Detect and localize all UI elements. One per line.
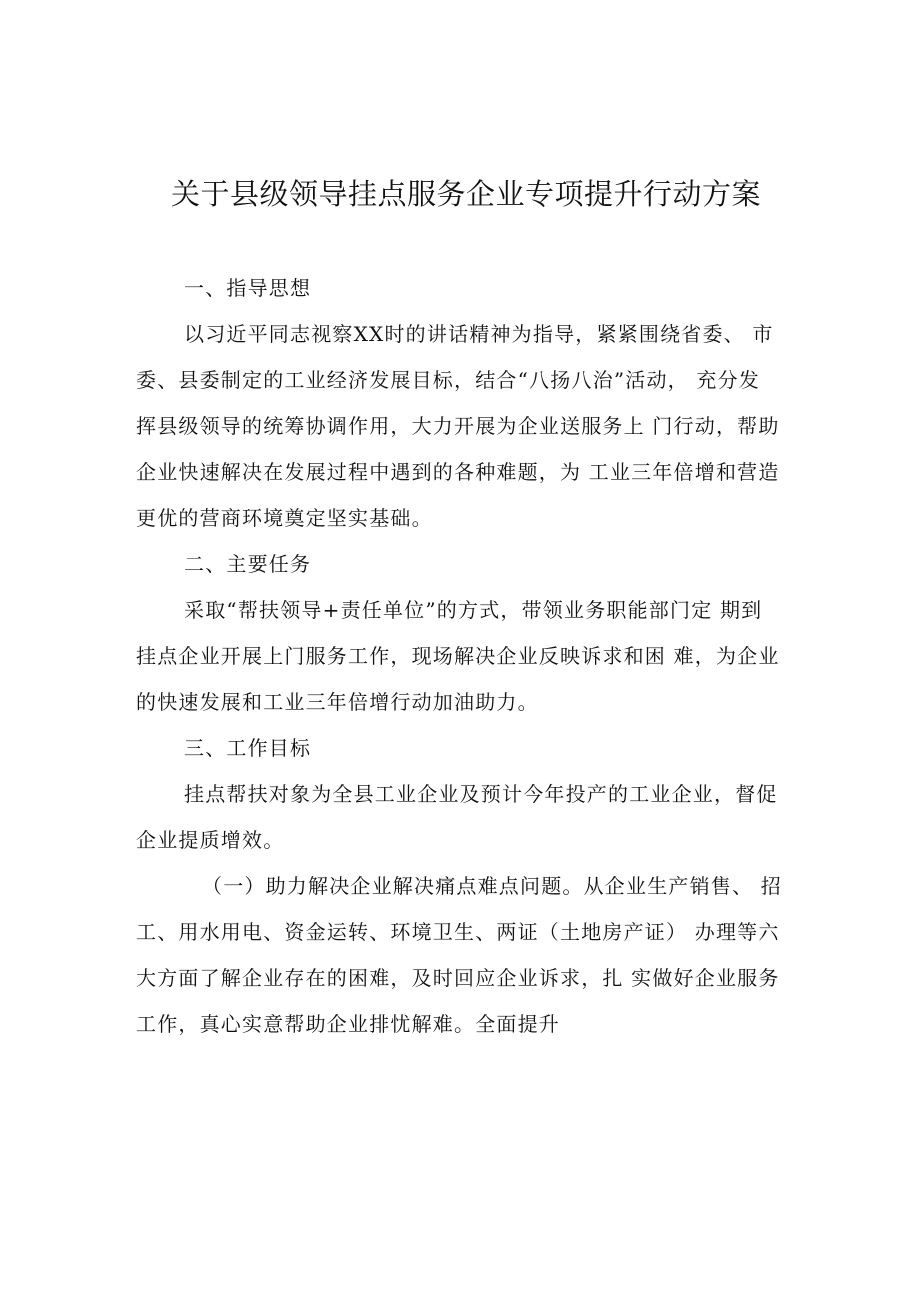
paragraph-line: 挂点帮扶对象为全县工业企业及预计今年投产的工业企业，督促	[184, 782, 778, 806]
paragraph-line: 企业快速解决在发展过程中遇到的各种难题，为 工业三年倍增和营造	[136, 460, 780, 484]
paragraph-line: 更优的营商环境奠定坚实基础。	[136, 506, 433, 530]
subsection-line: 工、用水用电、资金运转、环境卫生、两证（土地房产证） 办理等六	[136, 920, 780, 944]
section-heading-main-tasks: 二、主要任务	[184, 552, 312, 576]
subsection-line: 工作，真心实意帮助企业排忧解难。全面提升	[136, 1012, 560, 1036]
paragraph-line: 企业提质增效。	[136, 828, 285, 852]
subsection-line: 大方面了解企业存在的困难，及时回应企业诉求，扎 实做好企业服务	[136, 966, 780, 990]
paragraph-line: 委、县委制定的工业经济发展目标，结合“八扬八治”活动， 充分发	[136, 368, 761, 392]
paragraph-line: 以习近平同志视察XX时的讲话精神为指导，紧紧围绕省委、 市	[184, 322, 774, 346]
section-heading-guiding-ideology: 一、指导思想	[184, 276, 312, 300]
document-title: 关于县级领导挂点服务企业专项提升行动方案	[170, 177, 761, 211]
paragraph-line: 的快速发展和工业三年倍增行动加油助力。	[136, 690, 539, 714]
paragraph-line: 挥县级领导的统筹协调作用，大力开展为企业送服务上 门行动，帮助	[136, 414, 780, 438]
subsection-line: （一）助力解决企业解决痛点难点问题。从企业生产销售、 招	[202, 874, 782, 898]
section-heading-work-goals: 三、工作目标	[184, 736, 312, 760]
paragraph-line: 采取“帮扶领导+责任单位”的方式，带领业务职能部门定 期到	[184, 598, 763, 622]
document-body	[136, 265, 796, 1047]
paragraph-line: 挂点企业开展上门服务工作，现场解决企业反映诉求和困 难，为企业	[136, 644, 780, 668]
